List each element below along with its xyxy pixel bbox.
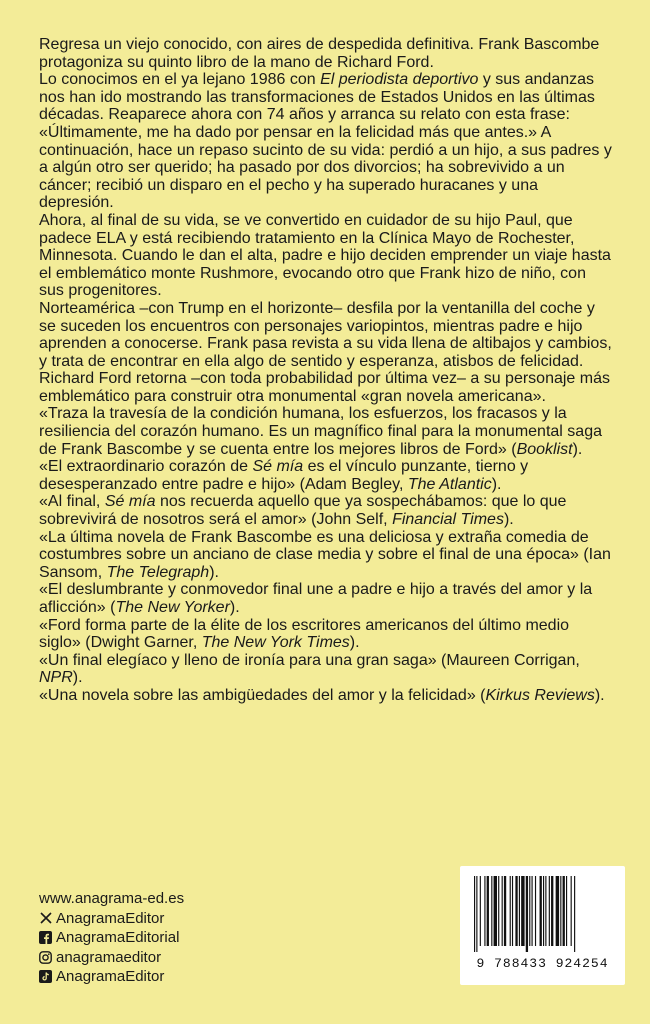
text-run: «Un final elegíaco y lleno de ironía para una gran saga» (Maureen Corrigan, <box>39 651 580 669</box>
barcode-bar <box>532 876 533 946</box>
barcode-bar <box>521 876 524 946</box>
paragraph <box>39 36 615 71</box>
facebook-link[interactable] <box>39 928 184 948</box>
italic-title: The New Yorker <box>115 599 230 616</box>
italic-title: El periodista deportivo <box>320 71 479 89</box>
barcode-bar <box>545 876 546 946</box>
barcode-bar <box>484 876 485 946</box>
barcode-bar <box>480 876 481 946</box>
barcode-bar <box>519 876 520 946</box>
italic-title: The Telegraph <box>106 563 210 581</box>
text-run: es el vínculo punzante, tierno y desesperanzado entre padre e hijo» (Adam Begley, <box>39 458 529 493</box>
barcode-bar <box>540 876 542 946</box>
facebook-icon <box>39 931 52 944</box>
text-run: Norteamérica –con Trump en el horizonte– desfila por la ventanilla del coche y se suceden los encuentros con personajes variopintos, mientras padre e hijo aprenden a conocerse. Frank pasa revista a su vida llena de altibajos y cambios, y trata de encontrar en ella algo de sentido y esperanza, atisbos de felicidad. <box>39 299 612 370</box>
paragraph <box>39 212 615 300</box>
barcode-bar <box>566 876 567 946</box>
website-label[interactable]: www.anagrama-ed.es <box>39 890 185 907</box>
barcode-bar <box>476 876 477 952</box>
barcode-bar <box>491 876 492 946</box>
barcode-bar <box>549 876 550 946</box>
paragraph <box>39 458 615 493</box>
text-run: nos recuerda aquello que ya sospechábamos: que lo que sobrevivirá de nosotros será el amor» (John Self, <box>39 493 567 529</box>
paragraph <box>39 71 615 212</box>
text-run: ). <box>349 634 360 652</box>
barcode-bar <box>529 876 530 946</box>
text-run: ). <box>72 669 83 687</box>
italic-title: Booklist <box>516 440 573 458</box>
text-run: ). <box>572 440 583 458</box>
text-run: «Una novela sobre las ambigüedades del amor y la felicidad» ( <box>39 686 486 704</box>
barcode-bar <box>551 876 553 946</box>
text-run: «El deslumbrante y conmovedor final une a padre e hijo a través del amor y la aflicción» ( <box>39 581 593 616</box>
barcode-bar <box>571 876 572 946</box>
barcode-bar <box>512 876 513 946</box>
tiktok-icon <box>39 970 52 983</box>
paragraph <box>39 617 615 652</box>
barcode-bar <box>556 876 559 946</box>
isbn-barcode <box>460 866 625 985</box>
text-run: «Al final, <box>39 493 105 511</box>
text-run: Richard Ford retorna –con toda probabilidad por última vez– a su personaje más emblemático para construir otra monumental «gran novela americana». <box>39 370 610 405</box>
barcode-bar <box>526 876 528 952</box>
paragraph <box>39 370 615 405</box>
italic-title: Kirkus Reviews <box>485 686 595 704</box>
barcode-bar <box>502 876 503 946</box>
text-run: Ahora, al final de su vida, se ve convertido en cuidador de su hijo Paul, que padece ELA y está recibiendo tratamiento en la Clínica Mayo de Rochester, Minnesota. Cuando le dan el alta, padre e hijo deciden emprender un viaje hasta el emblemático monte Rushmore, evocando otro que Frank hizo de niño, con sus progenitores. <box>39 211 611 300</box>
tiktok-link[interactable] <box>39 967 184 987</box>
paragraph <box>39 687 615 705</box>
instagram-link[interactable] <box>39 948 184 968</box>
barcode-bar <box>535 876 536 946</box>
publisher-links <box>39 889 184 987</box>
x-link[interactable] <box>39 909 184 929</box>
text-run: ). <box>491 475 502 493</box>
text-run: ). <box>503 511 514 529</box>
barcode-bar <box>494 876 497 946</box>
barcode-bar <box>515 876 517 946</box>
text-run: ). <box>209 563 219 581</box>
barcode-bars <box>474 876 611 952</box>
text-run: «El extraordinario corazón de <box>39 458 253 476</box>
barcode-bar <box>560 876 561 946</box>
text-run: ). <box>229 599 240 616</box>
paragraph <box>39 652 615 687</box>
italic-title: NPR <box>39 669 73 687</box>
paragraph <box>39 405 615 458</box>
text-run: «Ford forma parte de la élite de los escritores americanos del último medio siglo» (Dwight Garner, <box>39 616 570 652</box>
text-run: ). <box>594 686 605 704</box>
paragraph <box>39 300 615 370</box>
barcode-bar <box>504 876 506 946</box>
italic-title: The New York Times <box>201 634 350 652</box>
facebook-label[interactable]: AnagramaEditorial <box>56 929 180 946</box>
barcode-bar <box>487 876 489 946</box>
text-run: Regresa un viejo conocido, con aires de despedida definitiva. Frank Bascombe protagoniza su quinto libro de la mano de Richard Ford. <box>39 36 600 71</box>
instagram-label[interactable]: anagramaeditor <box>56 948 162 966</box>
italic-title: Sé mía <box>252 458 304 476</box>
text-run: Lo conocimos en el ya lejano 1986 con <box>39 71 321 89</box>
barcode-bar <box>510 876 511 946</box>
paragraph <box>39 529 615 582</box>
website-link[interactable] <box>39 889 184 909</box>
barcode-bar <box>498 876 499 946</box>
text-run: «La última novela de Frank Bascombe es una deliciosa y extraña comedia de costumbres sobre un anciano de clase media y sobre el final de una época» (Ian Sansom, <box>39 528 611 581</box>
barcode-bar <box>543 876 544 946</box>
x-icon <box>39 912 52 925</box>
instagram-icon <box>39 951 52 964</box>
isbn-number: 9 788433 924254 <box>476 956 609 971</box>
italic-title: Sé mía <box>104 493 156 511</box>
x-label[interactable]: AnagramaEditor <box>56 909 165 927</box>
barcode-bar <box>474 876 475 952</box>
paragraph <box>39 493 615 528</box>
tiktok-label[interactable]: AnagramaEditor <box>56 968 165 985</box>
barcode-bar <box>574 876 575 952</box>
blurb-text <box>39 36 615 705</box>
italic-title: Financial Times <box>392 511 504 529</box>
text-run: y sus andanzas nos han ido mostrando las transformaciones de Estados Unidos en las últimas décadas. Reaparece ahora con 74 años y arranca su relato con esta frase: «Últimamente, me ha dado por pensar en la felicidad más que antes.» A continuación, hace un repaso sucinto de su vida: perdió a un hijo, a sus padres y a algún otro ser querido; ha pasado por dos divorcios; ha sobrevivido a un cáncer; recibió un disparo en el pecho y ha superado huracanes y una depresión. <box>39 71 612 212</box>
barcode-bar <box>563 876 565 946</box>
text-run: «Traza la travesía de la condición humana, los esfuerzos, los fracasos y la resiliencia del corazón humano. Es un magnífico final para la monumental saga de Frank Bascombe y se cuenta entre los mejores libros de Ford» ( <box>39 405 602 458</box>
italic-title: The Atlantic <box>407 475 492 493</box>
paragraph <box>39 581 615 616</box>
